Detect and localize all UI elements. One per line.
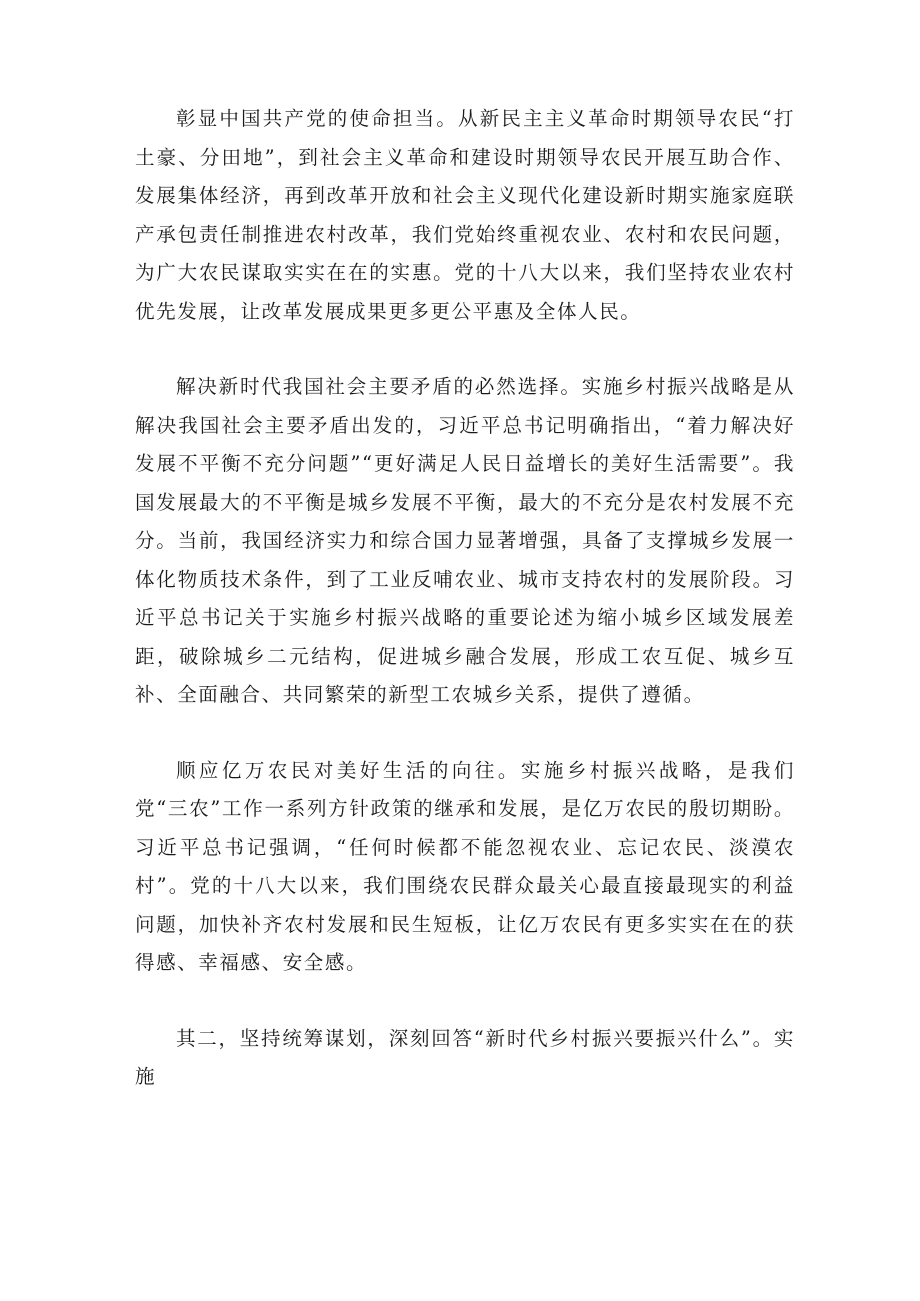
paragraph-aspiration: 顺应亿万农民对美好生活的向往。实施乡村振兴战略，是我们党“三农”工作一系列方针政策的继承和发展，是亿万农民的殷切期盼。习近平总书记强调，“任何时候都不能忽视农业、忘记农民、淡漠农村”。党的十八大以来，我们围绕农民群众最关心最直接最现实的利益问题，加快补齐农村发展和民生短板，让亿万农民有更多实实在在的获得感、幸福感、安全感。 — [135, 758, 795, 974]
paragraph-contradiction: 解决新时代我国社会主要矛盾的必然选择。实施乡村振兴战略是从解决我国社会主要矛盾出发的，习近平总书记明确指出，“着力解决好发展不平衡不充分问题”“更好满足人民日益增长的美好生活需要”。我国发展最大的不平衡是城乡发展不平衡，最大的不充分是农村发展不充分。当前，我国经济实力和综合国力显著增强，具备了支撑城乡发展一体化物质技术条件，到了工业反哺农业、城市支持农村的发展阶段。习近平总书记关于实施乡村振兴战略的重要论述为缩小城乡区域发展差距，破除城乡二元结构，促进城乡融合发展，形成工农互促、城乡互补、全面融合、共同繁荣的新型工农城乡关系，提供了遵循。 — [135, 375, 795, 706]
paragraph-planning: 其二，坚持统筹谋划，深刻回答“新时代乡村振兴要振兴什么”。实施 — [135, 1026, 795, 1088]
document-body — [135, 100, 795, 1097]
paragraph-mission: 彰显中国共产党的使命担当。从新民主主义革命时期领导农民“打土豪、分田地”，到社会主义革命和建设时期领导农民开展互助合作、发展集体经济，再到改革开放和社会主义现代化建设新时期实施家庭联产承包责任制推进农村改革，我们党始终重视农业、农村和农民问题，为广大农民谋取实实在在的实惠。党的十八大以来，我们坚持农业农村优先发展，让改革发展成果更多更公平惠及全体人民。 — [135, 107, 795, 323]
